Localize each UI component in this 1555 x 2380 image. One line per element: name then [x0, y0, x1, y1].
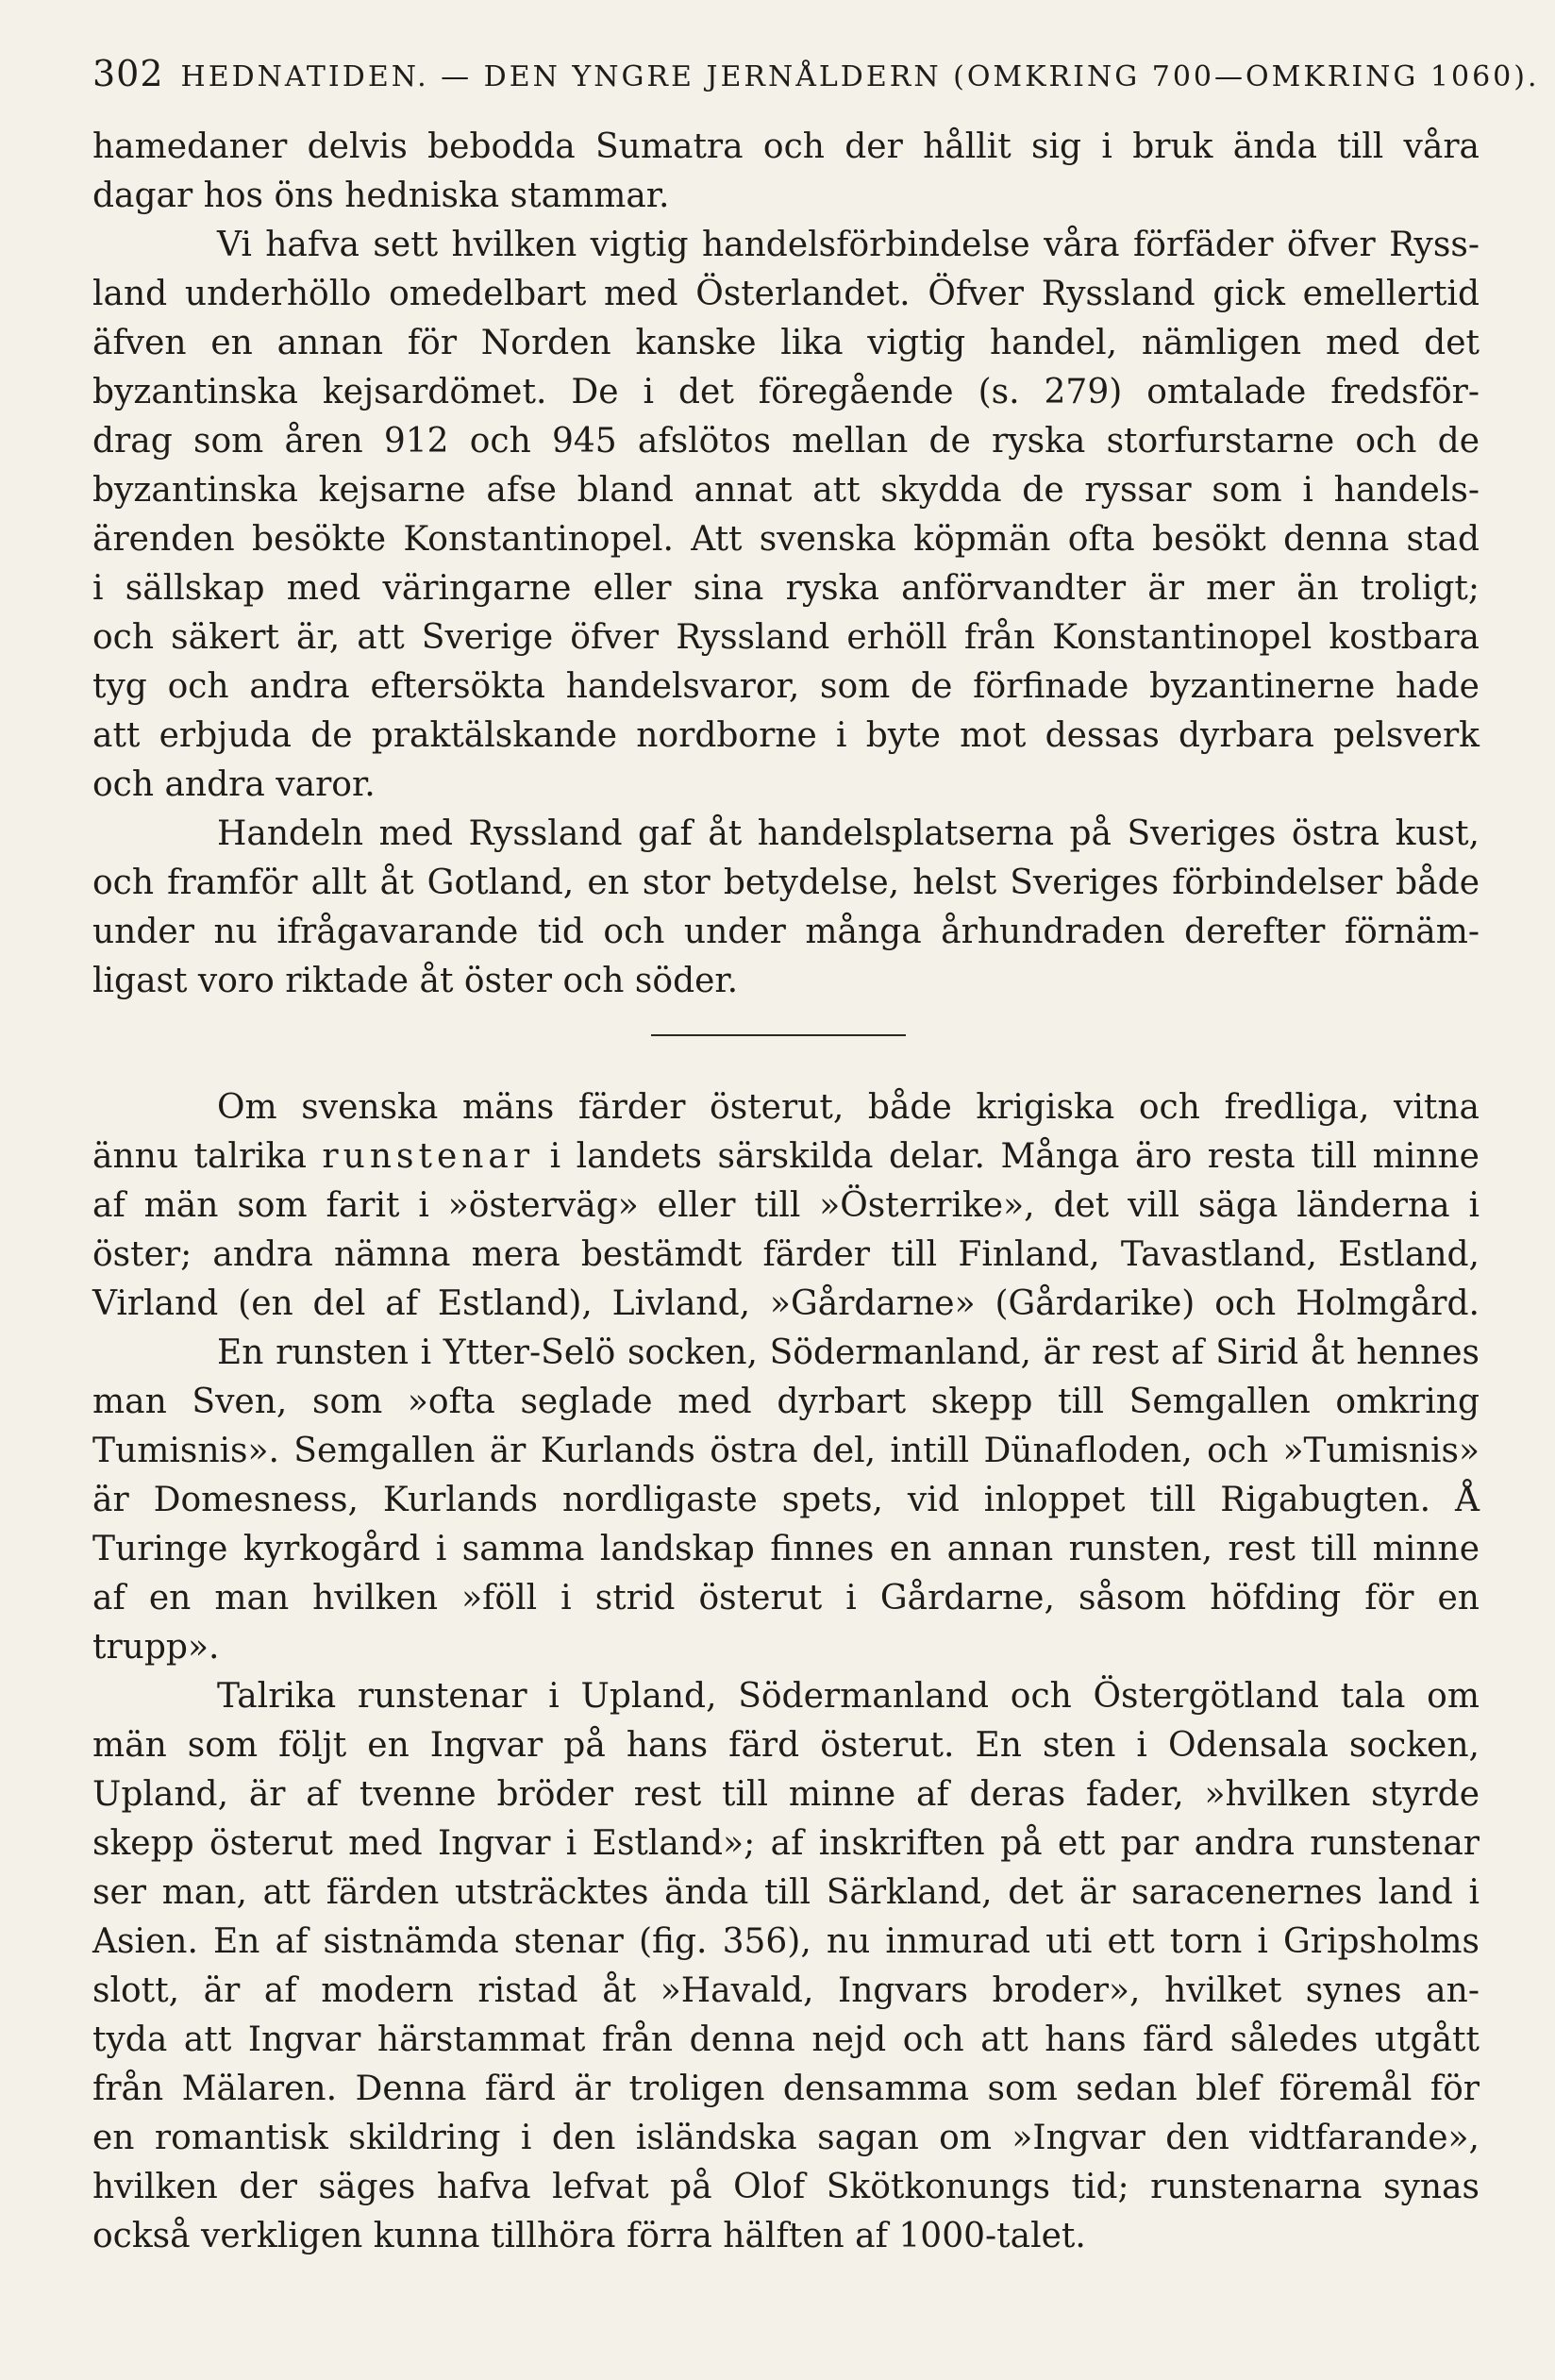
paragraph-start-line: Talrika runstenar i Upland, Södermanland och Östergötland tala om — [217, 1677, 1480, 1716]
text-line: i sällskap med väringarne eller sina ryska anförvandter är mer än troligt; — [92, 569, 1480, 608]
text-line: skepp österut med Ingvar i Estland»; af inskriften på ett par andra runstenar — [92, 1824, 1480, 1863]
section-divider — [651, 1034, 906, 1036]
text-line: och andra varor. — [92, 765, 376, 804]
text-line: att erbjuda de praktälskande nordborne i byte mot dessas dyrbara pelsverk — [92, 716, 1480, 755]
text-line: öster; andra nämna mera bestämdt färder till Finland, Tavastland, Estland, — [92, 1235, 1480, 1274]
text-line: hvilken der säges hafva lefvat på Olof Skötkonungs tid; runstenarna synas — [92, 2168, 1480, 2206]
text-fragment: ännu talrika — [92, 1137, 323, 1176]
text-line: en romantisk skildring i den isländska sagan om »Ingvar den vidtfarande», — [92, 2119, 1480, 2157]
text-line: Virland (en del af Estland), Livland, »Gårdarne» (Gårdarike) och Holmgård. — [92, 1284, 1480, 1323]
paragraph-start-line: Handeln med Ryssland gaf åt handelsplatserna på Sveriges östra kust, — [217, 814, 1480, 853]
text-line: är Domesness, Kurlands nordligaste spets, vid inloppet till Rigabugten. Å — [92, 1481, 1480, 1519]
text-line: man Sven, som »ofta seglade med dyrbart skepp till Semgallen omkring — [92, 1383, 1480, 1421]
text-line: och säkert är, att Sverige öfver Ryssland erhöll från Konstantinopel kostbara — [92, 618, 1480, 657]
text-line: Upland, är af tvenne bröder rest till minne af deras fader, »hvilken styrde — [92, 1775, 1480, 1814]
text-line: ser man, att färden utsträcktes ända till Särkland, det är saracenernes land i — [92, 1873, 1480, 1912]
page-number: 302 — [92, 53, 164, 94]
text-line: tyda att Ingvar härstammat från denna nejd och att hans färd således utgått — [92, 2020, 1480, 2059]
text-line: dagar hos öns hedniska stammar. — [92, 176, 670, 215]
text-line: män som följt en Ingvar på hans färd österut. En sten i Odensala socken, — [92, 1726, 1480, 1765]
text-line: och framför allt åt Gotland, en stor betydelse, helst Sveriges förbindelser både — [92, 863, 1480, 902]
text-line: land underhöllo omedelbart med Österlandet. Öfver Ryssland gick emellertid — [92, 275, 1480, 313]
running-title: HEDNATIDEN. — DEN YNGRE JERNÅLDERN (OMKRING 700—OMKRING 1060). — [180, 60, 1540, 93]
spaced-word: runstenar — [322, 1137, 535, 1176]
paragraph-start-line: En runsten i Ytter-Selö socken, Södermanland, är rest af Sirid åt hennes — [217, 1333, 1480, 1372]
text-line: Turinge kyrkogård i samma landskap finnes en annan runsten, rest till minne — [92, 1530, 1480, 1568]
body-section-1 — [92, 123, 1480, 1006]
text-line: Asien. En af sistnämda stenar (fig. 356), nu inmurad uti ett torn i Gripsholms — [92, 1922, 1480, 1961]
text-line: ligast voro riktade åt öster och söder. — [92, 962, 739, 1000]
running-header — [92, 53, 1540, 94]
text-line: under nu ifrågavarande tid och under många århundraden derefter förnäm- — [92, 913, 1480, 951]
text-line: tyg och andra eftersökta handelsvaror, som de förfinade byzantinerne hade — [92, 667, 1480, 706]
text-line: hamedaner delvis bebodda Sumatra och der hållit sig i bruk ända till våra — [92, 127, 1480, 166]
text-line: byzantinska kejsardömet. De i det föregående (s. 279) omtalade fredsför- — [92, 373, 1480, 411]
text-line: af en man hvilken »föll i strid österut i Gårdarne, såsom höfding för en — [92, 1579, 1480, 1617]
paragraph-start-line: Om svenska mäns färder österut, både krigiska och fredliga, vitna — [217, 1088, 1480, 1127]
paragraph-start-line: Vi hafva sett hvilken vigtig handelsförbindelse våra förfäder öfver Ryss- — [217, 226, 1480, 264]
text-line: drag som åren 912 och 945 afslötos mellan de ryska storfurstarne och de — [92, 422, 1480, 461]
text-fragment: i landets särskilda delar. Många äro resta till minne — [534, 1137, 1480, 1176]
text-line: trupp». — [92, 1628, 220, 1667]
text-line: Tumisnis». Semgallen är Kurlands östra del, intill Dünafloden, och »Tumisnis» — [92, 1432, 1480, 1470]
text-line: af män som farit i »österväg» eller till »Österrike», det vill säga länderna i — [92, 1186, 1480, 1225]
text-line: ärenden besökte Konstantinopel. Att svenska köpmän ofta besökt denna stad — [92, 520, 1480, 559]
body-section-2 — [92, 1083, 1480, 2261]
text-line: byzantinska kejsarne afse bland annat att skydda de ryssar som i handels- — [92, 471, 1480, 510]
text-line: också verkligen kunna tillhöra förra hälften af 1000-talet. — [92, 2217, 1086, 2255]
text-line: slott, är af modern ristad åt »Havald, Ingvars broder», hvilket synes an- — [92, 1971, 1480, 2010]
text-line: äfven en annan för Norden kanske lika vigtig handel, nämligen med det — [92, 324, 1480, 362]
text-line: från Mälaren. Denna färd är troligen densamma som sedan blef föremål för — [92, 2070, 1480, 2108]
text-line — [92, 1132, 1480, 1182]
